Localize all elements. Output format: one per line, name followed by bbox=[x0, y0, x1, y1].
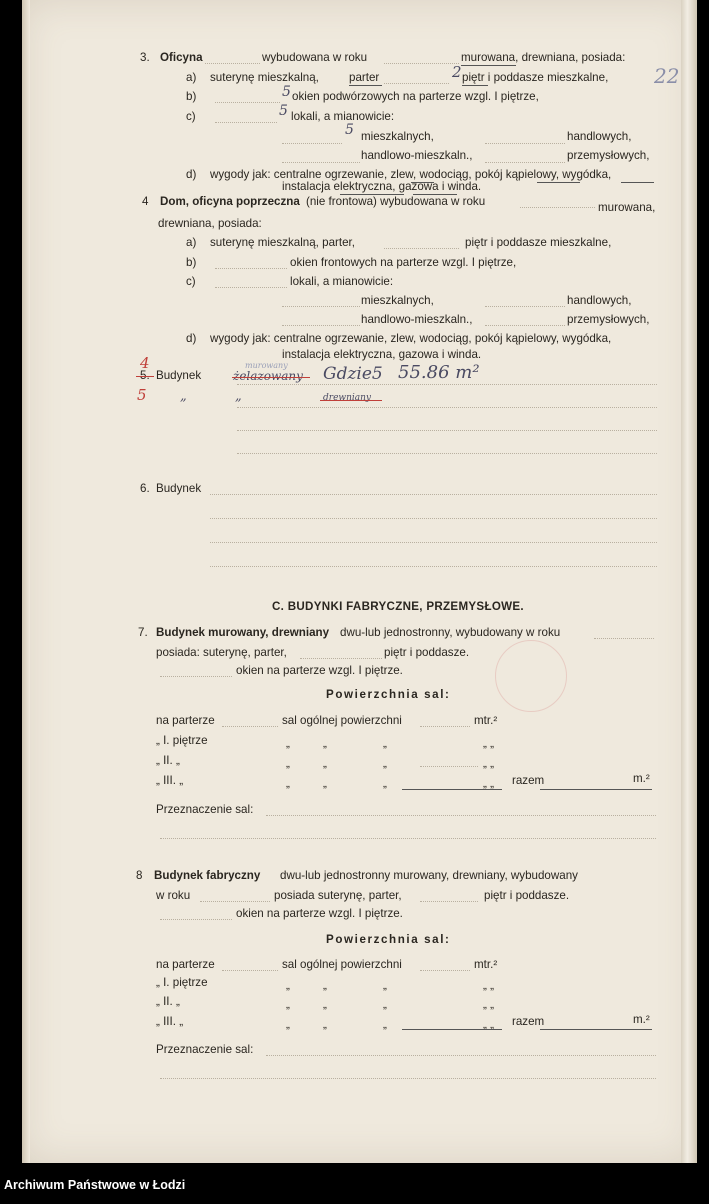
s4-c-text: lokali, a mianowicie: bbox=[290, 275, 394, 288]
s8-posiada: posiada suterynę, parter, bbox=[274, 889, 402, 902]
s8-ditto-c3: „ bbox=[383, 1018, 387, 1031]
s7-ditto-a1: „ bbox=[286, 737, 290, 750]
s7-pietr: piętr i poddasze. bbox=[384, 646, 470, 659]
s7-mtr: mtr.² bbox=[474, 714, 498, 727]
s3-a-label: a) bbox=[186, 71, 197, 84]
s8-w-roku: w roku bbox=[156, 889, 191, 902]
s4-c-label: c) bbox=[186, 275, 196, 288]
s6-number: 6. bbox=[140, 482, 150, 495]
s8-m2: m.² bbox=[633, 1013, 650, 1026]
s7-row3: „ III. „ bbox=[156, 774, 184, 787]
s7-row1: „ I. piętrze bbox=[156, 734, 208, 747]
s7-text1: dwu-lub jednostronny, wybudowany w roku bbox=[340, 626, 561, 639]
hw-s3-okien: 5 bbox=[282, 84, 291, 100]
s8-row1: „ I. piętrze bbox=[156, 976, 208, 989]
s3-d-text: wygody jak: centralne ogrzewanie, zlew, wodociąg, pokój kąpielowy, wygódka, bbox=[210, 168, 612, 181]
s3-built: wybudowana w roku bbox=[262, 51, 368, 64]
s4-b-label: b) bbox=[186, 256, 197, 269]
s7-ditto-pair3: „ „ bbox=[483, 777, 494, 790]
s7-ditto-a3: „ bbox=[286, 777, 290, 790]
page-binding bbox=[681, 0, 697, 1163]
s8-ditto-a2: „ bbox=[286, 998, 290, 1011]
s8-ditto-a3: „ bbox=[286, 1018, 290, 1031]
s4-line2: drewniana, posiada: bbox=[158, 217, 262, 230]
s8-mtr: mtr.² bbox=[474, 958, 498, 971]
s8-ditto-b2: „ bbox=[323, 998, 327, 1011]
s8-ditto-c2: „ bbox=[383, 998, 387, 1011]
s3-handl-mieszk: handlowo-mieszkaln., bbox=[361, 149, 473, 162]
s4-a-label: a) bbox=[186, 236, 197, 249]
s7-ditto-pair1: „ „ bbox=[483, 737, 494, 750]
s8-ditto-b1: „ bbox=[323, 979, 327, 992]
s5-number: 5. bbox=[140, 369, 150, 382]
s7-na-parterze: na parterze bbox=[156, 714, 215, 727]
hw-s5-crossed: drewniany bbox=[323, 393, 372, 403]
s4-handl-mieszk: handlowo-mieszkaln., bbox=[361, 313, 473, 326]
s4-number: 4 bbox=[142, 195, 149, 208]
s7-ditto-a2: „ bbox=[286, 757, 290, 770]
s7-ditto-c2: „ bbox=[383, 757, 387, 770]
s4-d-label: d) bbox=[186, 332, 197, 345]
hw-page-number: 22 bbox=[654, 64, 680, 88]
faded-stamp bbox=[495, 640, 567, 712]
s7-ditto-b2: „ bbox=[323, 757, 327, 770]
s3-handlowych: handlowych, bbox=[567, 130, 632, 143]
s4-murowana: murowana, bbox=[598, 201, 656, 214]
hw-s5-area: Gdzie5 bbox=[323, 364, 383, 384]
s3-number: 3. bbox=[140, 51, 150, 64]
hw-s5-num: 4 bbox=[140, 354, 150, 372]
s7-ditto-c3: „ bbox=[383, 777, 387, 790]
s3-d-label: d) bbox=[186, 168, 197, 181]
s8-ditto-pair3: „ „ bbox=[483, 1018, 494, 1031]
hw-s3-lokali: 5 bbox=[279, 103, 288, 119]
s7-row2: „ II. „ bbox=[156, 754, 180, 767]
s4-przemyslowych: przemysłowych, bbox=[567, 313, 650, 326]
hw-s5-value: 55.86 m² bbox=[398, 362, 480, 383]
hw-s5-ditto2: „ bbox=[235, 389, 242, 404]
s8-pow-heading: Powierzchnia sal: bbox=[326, 933, 451, 946]
s3-d-text2: instalacja elektryczna, gazowa i winda. bbox=[282, 180, 482, 193]
s8-number: 8 bbox=[136, 869, 143, 882]
s7-sal-ogolnej: sal ogólnej powierzchni bbox=[282, 714, 402, 727]
section-c-heading: C. BUDYNKI FABRYCZNE, PRZEMYSŁOWE. bbox=[272, 600, 524, 613]
s8-sal-ogolnej: sal ogólnej powierzchni bbox=[282, 958, 402, 971]
s3-a-text1: suterynę mieszkalną, bbox=[210, 71, 319, 84]
page-left-edge bbox=[22, 0, 30, 1163]
s7-ditto-pair2: „ „ bbox=[483, 757, 494, 770]
s4-subtitle: (nie frontowa) wybudowana w roku bbox=[306, 195, 486, 208]
s5-label: Budynek bbox=[156, 369, 202, 382]
s7-ditto-b1: „ bbox=[323, 737, 327, 750]
s7-posiada: posiada: suterynę, parter, bbox=[156, 646, 287, 659]
s8-ditto-a1: „ bbox=[286, 979, 290, 992]
s8-row3: „ III. „ bbox=[156, 1015, 184, 1028]
s6-label: Budynek bbox=[156, 482, 202, 495]
s4-b-text: okien frontowych na parterze wzgl. I piętrze, bbox=[290, 256, 517, 269]
s3-a-parter: parter bbox=[349, 71, 380, 84]
s8-przeznaczenie: Przeznaczenie sal: bbox=[156, 1043, 254, 1056]
s4-mieszkalnych: mieszkalnych, bbox=[361, 294, 434, 307]
s4-handlowych: handlowych, bbox=[567, 294, 632, 307]
s3-a-text2: piętr i poddasze mieszkalne, bbox=[462, 71, 609, 84]
archive-name: Archiwum Państwowe w Łodzi bbox=[4, 1178, 186, 1192]
s7-m2: m.² bbox=[633, 772, 650, 785]
hw-s3-mieszk: 5 bbox=[345, 122, 354, 138]
s3-b-label: b) bbox=[186, 90, 197, 103]
s3-c-label: c) bbox=[186, 110, 196, 123]
s8-ditto-pair1: „ „ bbox=[483, 979, 494, 992]
s8-na-parterze: na parterze bbox=[156, 958, 215, 971]
s7-ditto-c1: „ bbox=[383, 737, 387, 750]
s3-b-text: okien podwórzowych na parterze wzgl. I piętrze, bbox=[292, 90, 539, 103]
s7-ditto-b3: „ bbox=[323, 777, 327, 790]
s8-ditto-pair2: „ „ bbox=[483, 998, 494, 1011]
s8-ditto-b3: „ bbox=[323, 1018, 327, 1031]
s8-row2: „ II. „ bbox=[156, 995, 180, 1008]
s7-przeznaczenie: Przeznaczenie sal: bbox=[156, 803, 254, 816]
s7-razem: razem bbox=[512, 774, 545, 787]
hw-s5-ditto1: „ bbox=[180, 389, 187, 404]
s8-title: Budynek fabryczny bbox=[154, 869, 261, 882]
hw-s5-above: murowany bbox=[245, 361, 288, 370]
s8-text1: dwu-lub jednostronny murowany, drewniany, wybudowany bbox=[280, 869, 578, 882]
s4-a-text1: suterynę mieszkalną, parter, bbox=[210, 236, 355, 249]
hw-s5-num2: 5 bbox=[137, 386, 147, 404]
s4-d-text2: instalacja elektryczna, gazowa i winda. bbox=[282, 348, 482, 361]
s3-title: Oficyna bbox=[160, 51, 203, 64]
s7-okien: okien na parterze wzgl. I piętrze. bbox=[236, 664, 403, 677]
s4-d-text: wygody jak: centralne ogrzewanie, zlew, wodociąg, pokój kąpielowy, wygódka, bbox=[210, 332, 612, 345]
s3-przemyslowych: przemysłowych, bbox=[567, 149, 650, 162]
s7-number: 7. bbox=[138, 626, 148, 639]
s4-a-text2: piętr i poddasze mieszkalne, bbox=[465, 236, 612, 249]
hw-s3-pietr: 2 bbox=[452, 63, 462, 81]
s3-materials: murowana, drewniana, posiada: bbox=[461, 51, 626, 64]
s8-pietr: piętr i poddasze. bbox=[484, 889, 570, 902]
s3-mieszkalnych: mieszkalnych, bbox=[361, 130, 434, 143]
s8-razem: razem bbox=[512, 1015, 545, 1028]
s7-title: Budynek murowany, drewniany bbox=[156, 626, 330, 639]
s8-ditto-c1: „ bbox=[383, 979, 387, 992]
s3-c-text: lokali, a mianowicie: bbox=[291, 110, 395, 123]
hw-s5-type: żelazowany bbox=[233, 369, 303, 383]
s7-pow-heading: Powierzchnia sal: bbox=[326, 688, 451, 701]
s4-title: Dom, oficyna poprzeczna bbox=[160, 195, 300, 208]
s8-okien: okien na parterze wzgl. I piętrze. bbox=[236, 907, 403, 920]
